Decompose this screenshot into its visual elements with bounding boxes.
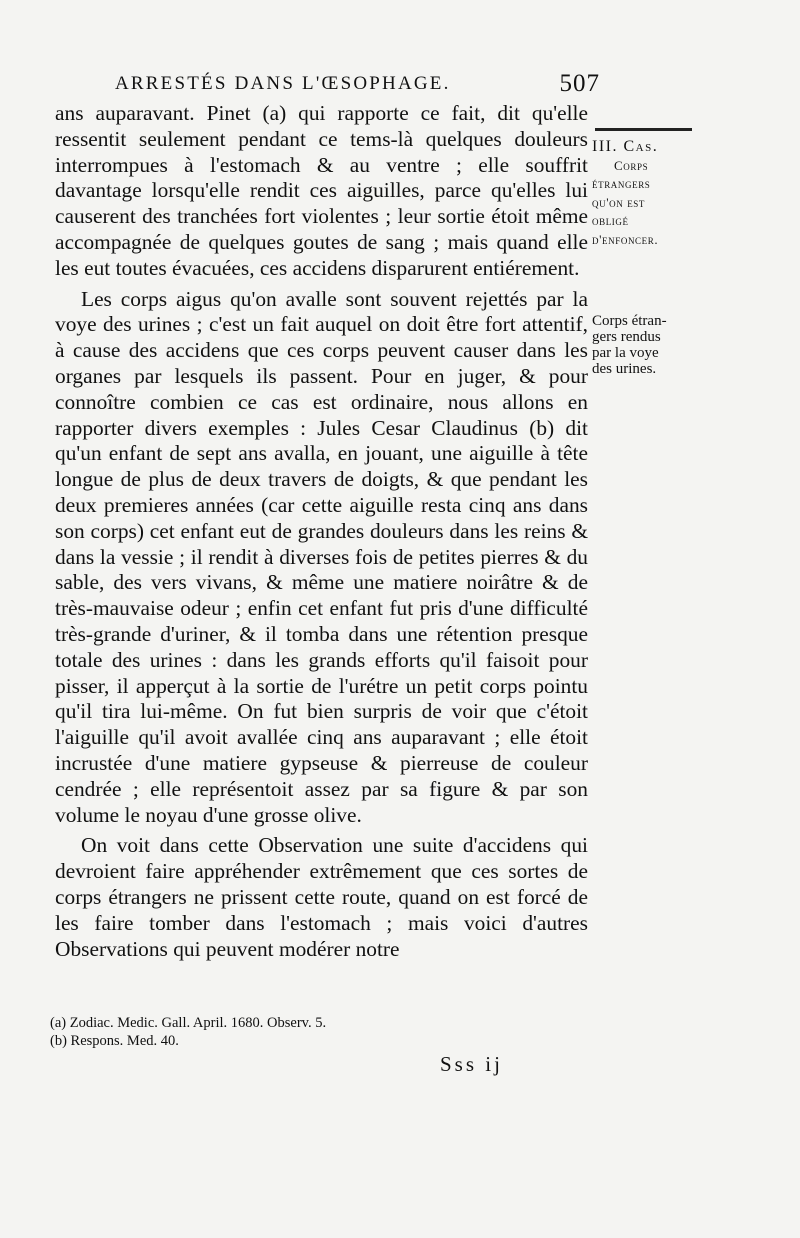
side-note-urines (592, 313, 702, 377)
paragraph: ans auparavant. Pinet (a) qui rapporte ce fait, dit qu'elle ressentit seulement pendant ce tems-là quelques douleurs interrompues à l'estomach & au ventre ; elle souffrit davantage lorsqu'elle rendit ces aiguilles, parce qu'elles lui causerent des tranchées fort violentes ; leur sortie étoit même accompagnée de quelques goutes de sang ; mais quand elle les eut toutes évacuées, ces accidens disparurent entiérement. (55, 101, 588, 280)
running-title: ARRESTÉS DANS L'ŒSOPHAGE. (115, 73, 451, 94)
side-note-line: des urines. (592, 361, 657, 377)
side-note-line: gers rendus (592, 329, 661, 345)
side-note-line: qu'on est (592, 194, 645, 210)
side-note-line: d'enfoncer. (592, 231, 659, 247)
footnote: (b) Respons. Med. 40. (50, 1033, 179, 1049)
page-number: 507 (559, 70, 600, 97)
side-note-line: par la voye (592, 345, 659, 361)
side-note-line: étrangers (592, 176, 651, 191)
side-note-line: III. Cas. (592, 138, 659, 155)
signature-mark: Sss ij (440, 1052, 503, 1076)
paragraph: On voit dans cette Observation une suite d'accidens qui devroient faire appréhender extrêmement que ces sortes de corps étrangers ne prissent cette route, quand on est forcé de les faire tomber dans l'estomach ; mais voici d'autres Observations qui peuvent modérer notre (55, 833, 588, 961)
side-note-case-three (592, 138, 722, 249)
footnote: (a) Zodiac. Medic. Gall. April. 1680. Observ. 5. (50, 1015, 327, 1031)
footnotes (50, 1014, 550, 1050)
side-note-line: Corps étran- (592, 313, 667, 329)
body-text (55, 101, 588, 962)
side-note-line: Corps (614, 157, 649, 173)
side-note-line: obligé (592, 213, 629, 228)
paragraph: Les corps aigus qu'on avalle sont souvent rejettés par la voye des urines ; c'est un fait auquel on doit être fort attentif, à cause des accidens que ces corps peuvent causer dans les organes par lesquels ils passent. Pour en juger, & pour connoître combien ce cas est ordinaire, nous allons en rapporter divers exemples : Jules Cesar Claudinus (b) dit qu'un enfant de sept ans avalla, en jouant, une aiguille à tête longue de plus de deux travers de doigts, & que pendant les deux premieres années (car cette aiguille resta cinq ans dans son corps) cet enfant eut de grandes douleurs dans les reins & dans la vessie ; il rendit à diverses fois de petites pierres & du sable, des vers vivans, & même une matiere noirâtre & de très-mauvaise odeur ; enfin cet enfant fut pris d'une difficulté très-grande d'uriner, & il tomba dans une rétention presque totale des urines : dans les grands efforts qu'il faisoit pour pisser, il apperçut à la sortie de l'urétre un petit corps pointu qu'il tira lui-même. On fut bien surpris de voir que c'étoit l'aiguille qu'il avoit avallée cinq ans auparavant ; elle étoit incrustée d'une matiere gypseuse & pierreuse de couleur cendrée ; elle représentoit assez par sa figure & par son volume le noyau d'une grosse olive. (55, 286, 588, 827)
margin-rule (595, 128, 692, 131)
